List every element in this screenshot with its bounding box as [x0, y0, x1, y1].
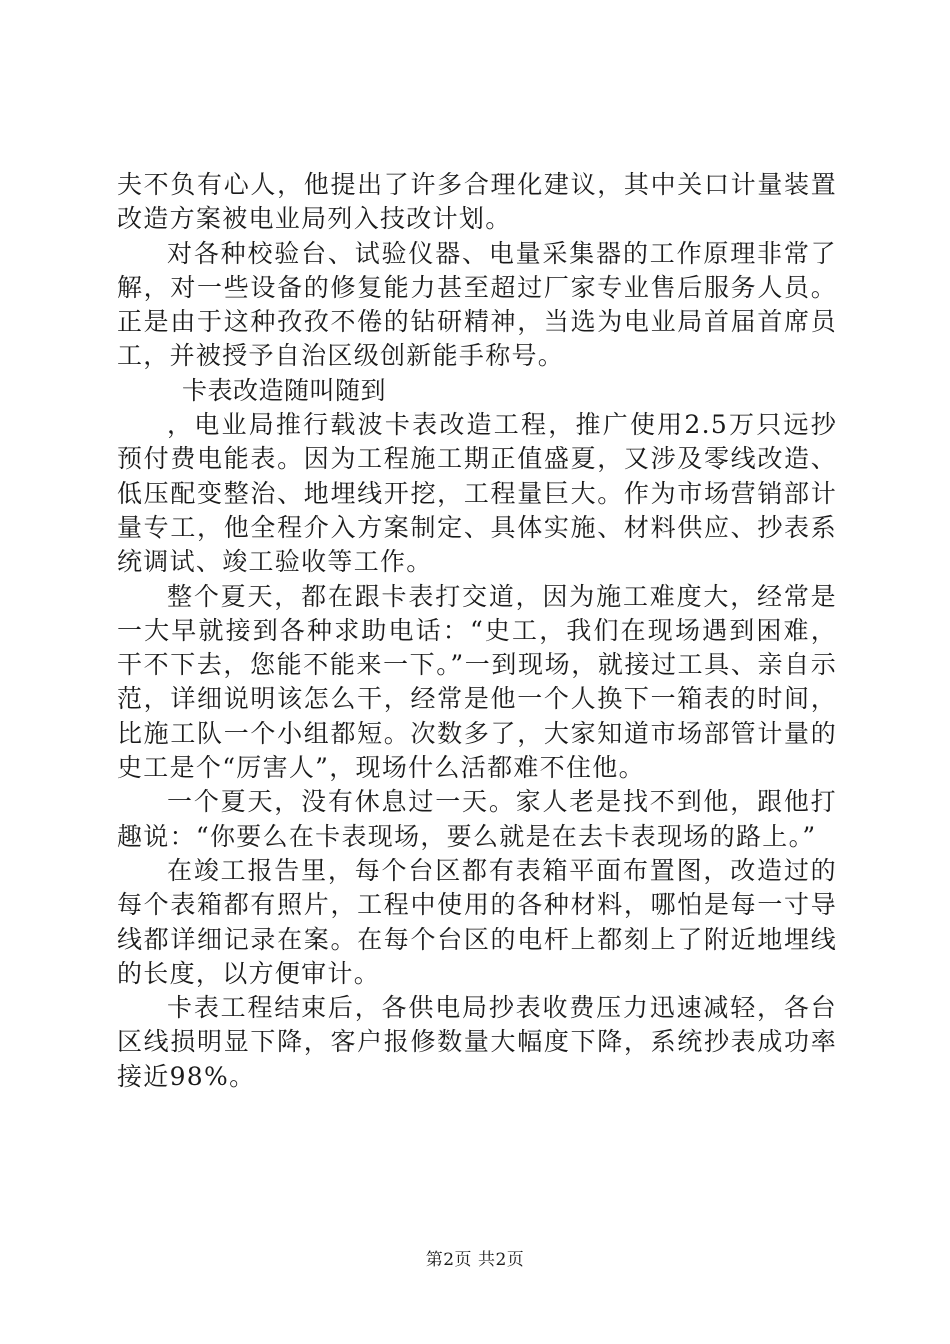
paragraph: 整个夏天，都在跟卡表打交道，因为施工难度大，经常是一大早就接到各种求助电话：“史工，我们在现场遇到困难，干不下去，您能不能来一下。”一到现场，就接过工具、亲自示范，详细说明该怎么干，经常是他一个人换下一箱表的时间，比施工队一个小组都短。次数多了，大家知道市场部管计量的史工是个“厉害人”，现场什么活都难不住他。	[117, 581, 837, 783]
paragraph: 对各种校验台、试验仪器、电量采集器的工作原理非常了解，对一些设备的修复能力甚至超过厂家专业售后服务人员。正是由于这种孜孜不倦的钻研精神，当选为电业局首届首席员工，并被授予自治区级创新能手称号。	[117, 238, 837, 371]
section-heading: 卡表改造随叫随到	[182, 375, 387, 405]
paragraph: 卡表工程结束后，各供电局抄表收费压力迅速减轻，各台区线损明显下降，客户报修数量大幅度下降，系统抄表成功率接近98%。	[117, 993, 837, 1091]
page-footer	[0, 1245, 950, 1270]
paragraph: 在竣工报告里，每个台区都有表箱平面布置图，改造过的每个表箱都有照片，工程中使用的各种材料，哪怕是每一寸导线都详细记录在案。在每个台区的电杆上都刻上了附近地埋线的长度，以方便审计。	[117, 855, 837, 988]
paragraph: 一个夏天，没有休息过一天。家人老是找不到他，跟他打趣说：“你要么在卡表现场，要么就是在去卡表现场的路上。”	[117, 787, 837, 851]
document-body	[117, 168, 837, 1094]
paragraph: ，电业局推行载波卡表改造工程，推广使用2.5万只远抄预付费电能表。因为工程施工期正值盛夏，又涉及零线改造、低压配变整治、地埋线开挖，工程量巨大。作为市场营销部计量专工，他全程介入方案制定、具体实施、材料供应、抄表系统调试、竣工验收等工作。	[117, 410, 837, 577]
page-number-label: 第2页 共2页	[425, 1250, 525, 1270]
paragraph-continuation: 夫不负有心人，他提出了许多合理化建议，其中关口计量装置改造方案被电业局列入技改计划。	[117, 170, 837, 234]
